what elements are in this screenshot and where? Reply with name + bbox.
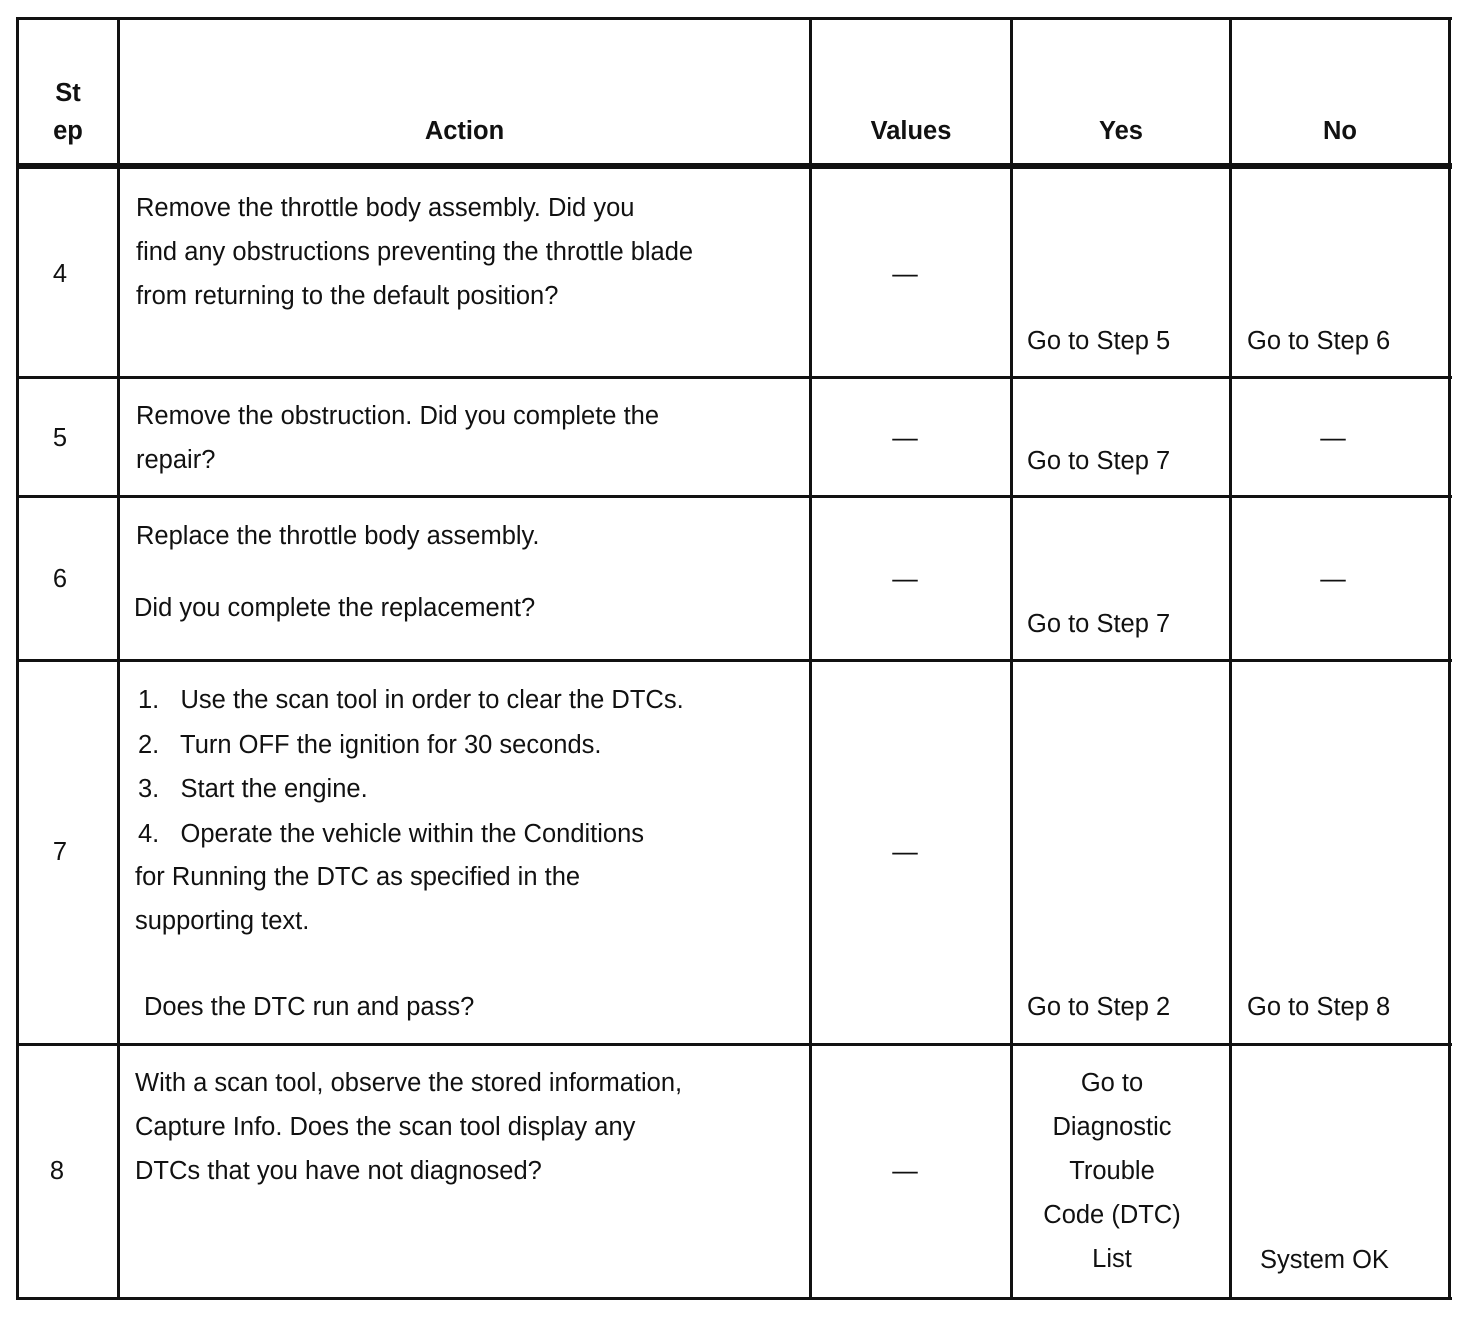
action-text: Remove the obstruction. Did you complete the repair? <box>136 402 660 474</box>
header-step: St ep <box>53 79 83 145</box>
row-divider <box>16 1043 1452 1046</box>
step-number: 5 <box>52 424 68 452</box>
header-action: Action <box>424 117 505 145</box>
list-item: 4. Operate the vehicle within the Conditions <box>138 819 645 848</box>
no-cell: — <box>1320 424 1346 452</box>
step-number: 7 <box>52 838 68 866</box>
yes-cell: Go to Step 7 <box>1027 447 1171 475</box>
table-border-bottom <box>16 1297 1452 1300</box>
no-cell: System OK <box>1260 1246 1389 1274</box>
action-text: for Running the DTC as specified in the supporting text. <box>135 863 581 935</box>
header-divider <box>16 163 1452 169</box>
values-cell: — <box>892 1157 918 1185</box>
no-cell: — <box>1320 565 1346 593</box>
row-divider <box>16 659 1452 662</box>
table-border-right <box>1448 17 1451 1300</box>
table-border-left <box>16 17 19 1300</box>
values-cell: — <box>892 260 918 288</box>
header-yes: Yes <box>1099 117 1143 145</box>
no-cell: Go to Step 8 <box>1247 993 1391 1021</box>
header-values: Values <box>870 117 952 145</box>
yes-cell: Go to Step 7 <box>1027 610 1171 638</box>
row-divider <box>16 495 1452 498</box>
list-item: 1. Use the scan tool in order to clear the DTCs. <box>138 686 684 714</box>
column-divider <box>1229 17 1232 1300</box>
column-divider <box>809 17 812 1300</box>
row-divider <box>16 376 1452 379</box>
action-text: Replace the throttle body assembly. <box>136 522 540 550</box>
values-cell: — <box>892 424 918 452</box>
list-item: 2. Turn OFF the ignition for 30 seconds. <box>138 730 602 759</box>
action-question: Did you complete the replacement? <box>134 594 536 622</box>
step-number: 4 <box>52 260 68 288</box>
column-divider <box>117 17 120 1300</box>
action-text: With a scan tool, observe the stored information, Capture Info. Does the scan tool display any DTCs that you have not diagnosed? <box>135 1069 683 1185</box>
header-no: No <box>1323 117 1357 145</box>
yes-cell: Go to Diagnostic Trouble Code (DTC) List <box>1043 1069 1181 1273</box>
step-number: 8 <box>49 1157 65 1185</box>
table-border-top <box>16 17 1452 20</box>
action-question: Does the DTC run and pass? <box>144 993 475 1021</box>
no-cell: Go to Step 6 <box>1247 327 1391 355</box>
yes-cell: Go to Step 5 <box>1027 327 1171 355</box>
action-list <box>138 678 684 856</box>
values-cell: — <box>892 838 918 866</box>
step-number: 6 <box>52 565 68 593</box>
list-item: 3. Start the engine. <box>138 775 368 803</box>
action-text: Remove the throttle body assembly. Did you find any obstructions preventing the throttle blade from returning to the default position? <box>136 194 694 310</box>
yes-cell: Go to Step 2 <box>1027 993 1171 1021</box>
values-cell: — <box>892 565 918 593</box>
